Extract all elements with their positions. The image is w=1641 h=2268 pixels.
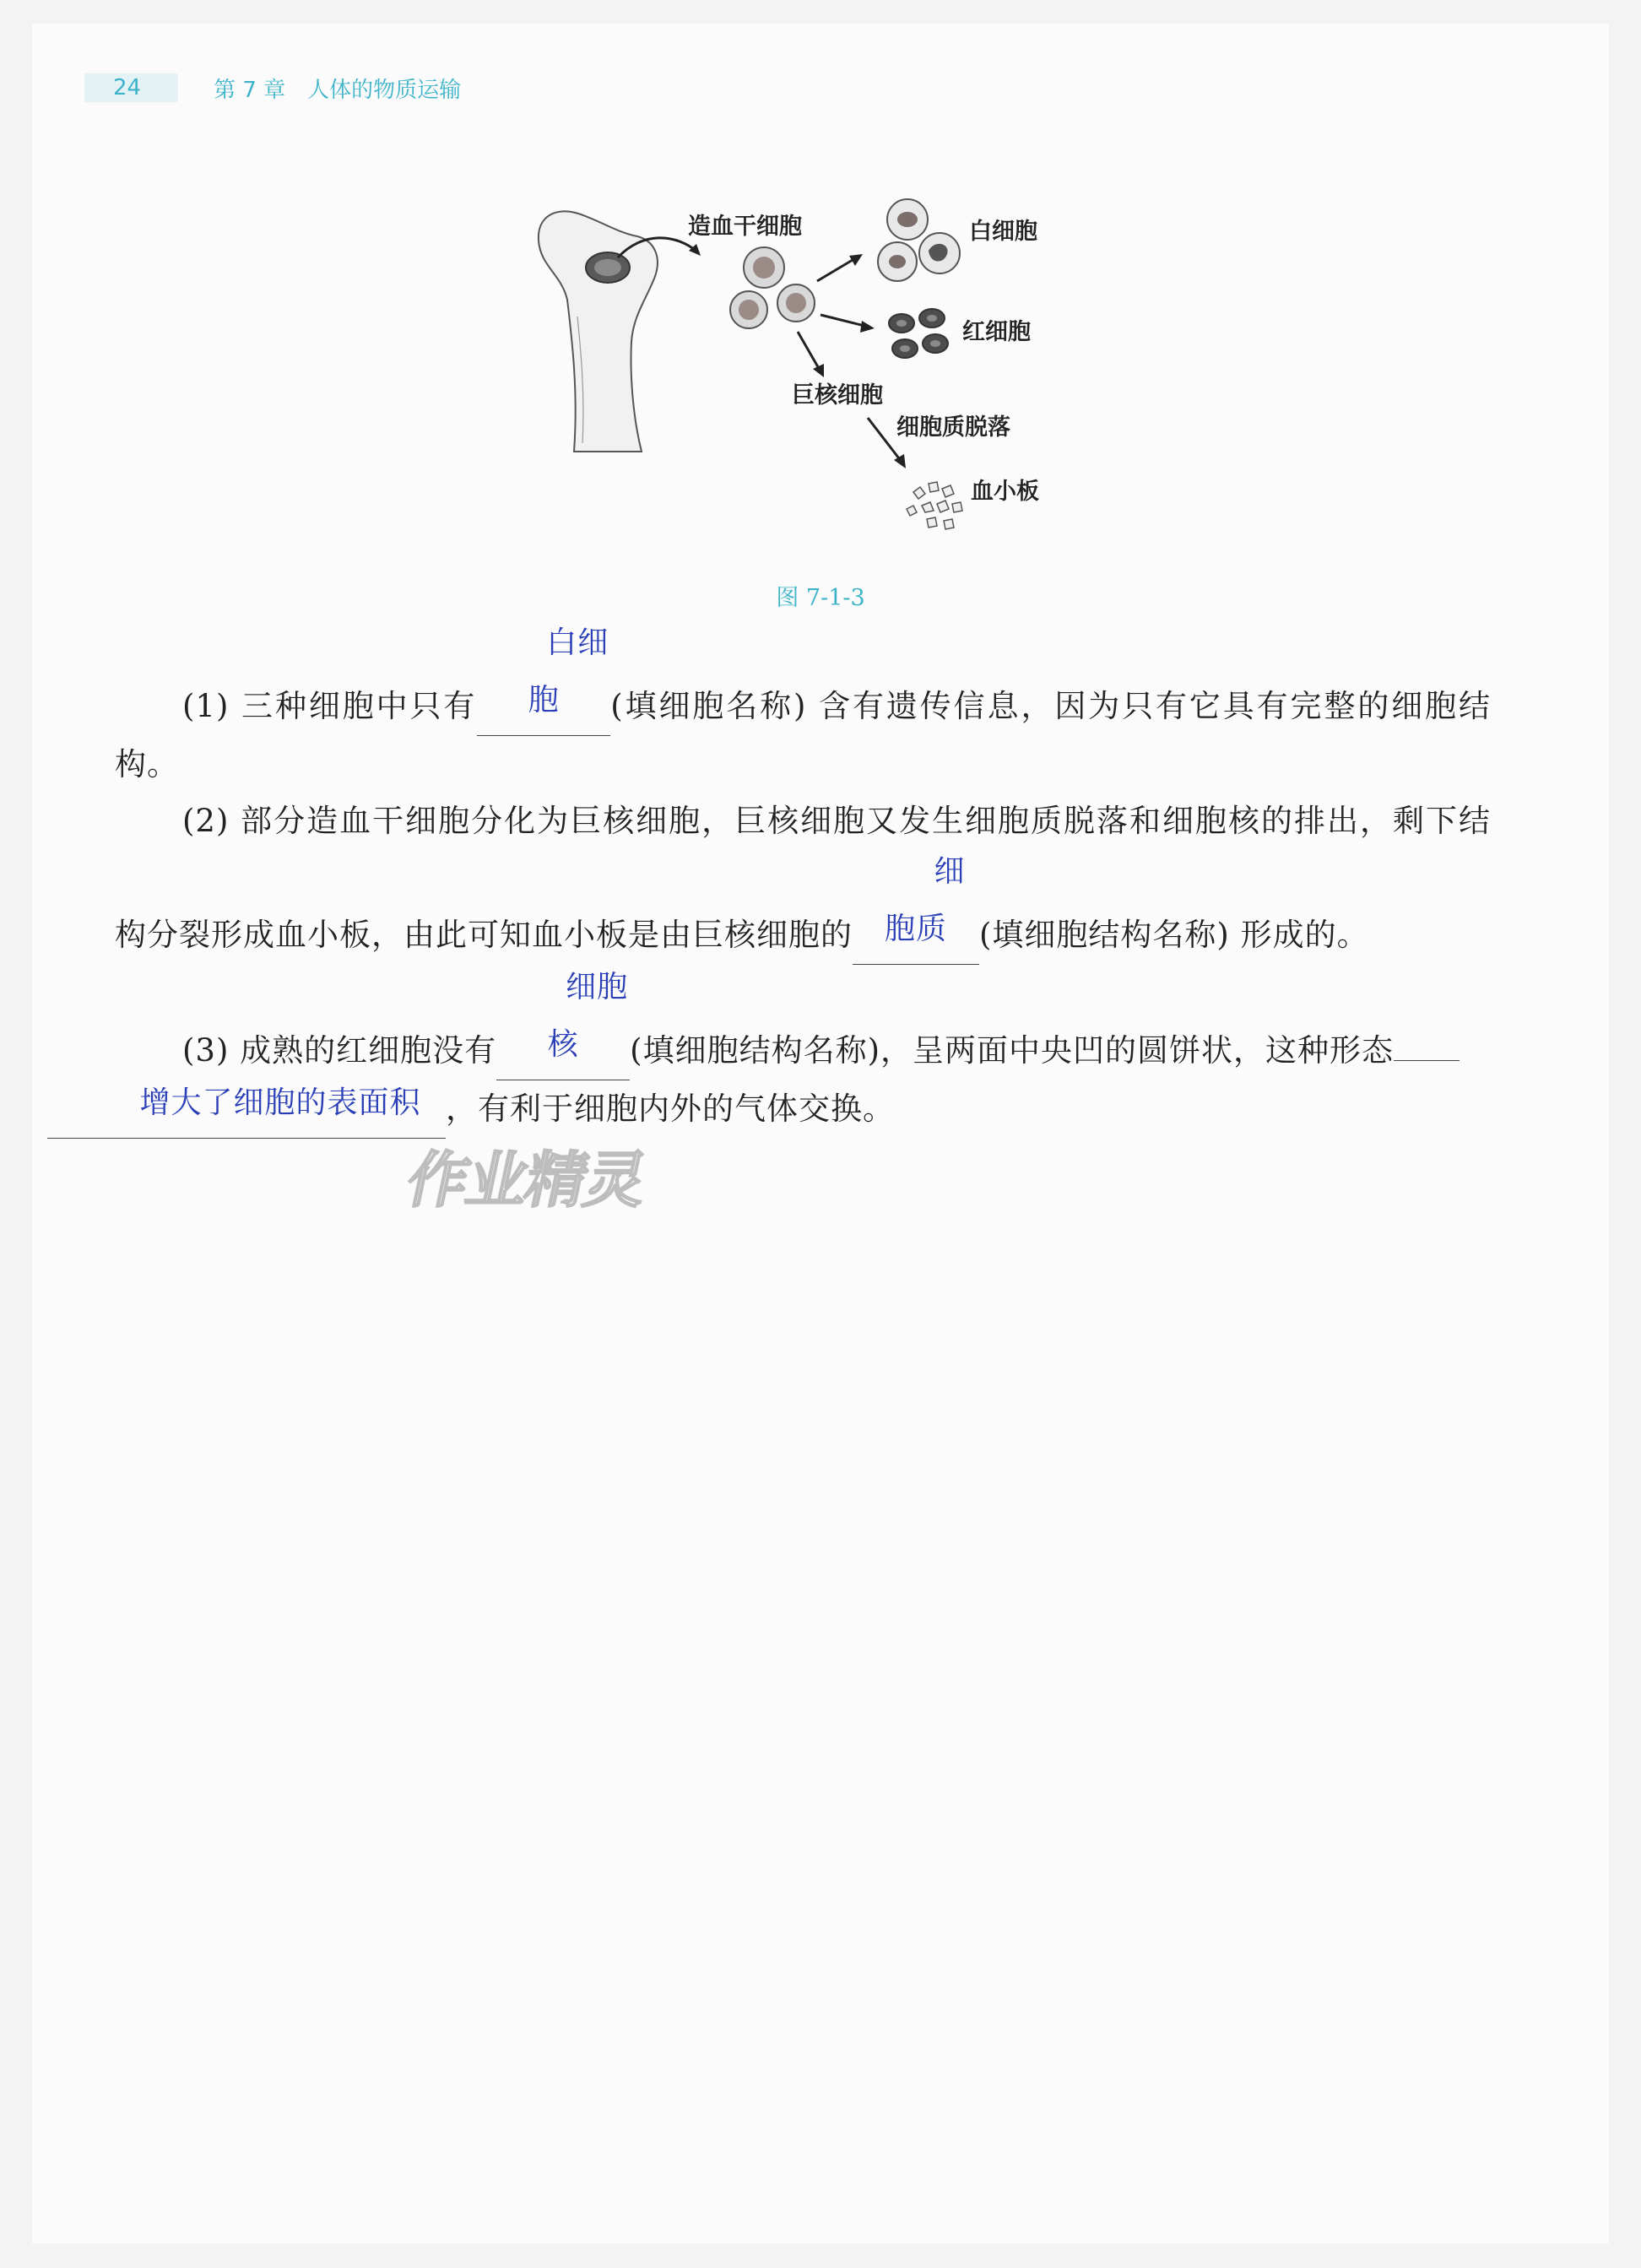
- page-number: 24: [84, 73, 178, 102]
- question-block: [115, 620, 1491, 1139]
- question-1: [115, 620, 1491, 793]
- q3-answer1: 细胞核: [547, 970, 629, 1062]
- figure-caption: 图 7-1-3: [776, 585, 865, 611]
- white-cells: [878, 199, 960, 281]
- q2-answer-blank: [853, 849, 979, 965]
- stem-cells: [730, 247, 815, 328]
- q2-text-after: (填细胞结构名称) 形成的。: [979, 917, 1369, 953]
- hematopoiesis-figure: [473, 173, 1080, 557]
- q1-answer: 白细胞: [528, 625, 609, 717]
- q2-answer: 细胞质: [884, 854, 966, 946]
- arrow-to-white: [817, 257, 857, 281]
- q3-text-after: ，有利于细胞内外的气体交换。: [446, 1091, 895, 1127]
- q3-text-middle: (填细胞结构名称)，呈两面中央凹的圆饼状，这种形态: [630, 1032, 1395, 1069]
- q2-text-before: (2) 部分造血干细胞分化为巨核细胞，巨核细胞又发生细胞质脱落和细胞核的排出，剩下结构分裂形成血小板，由此可知血小板是由巨核细胞的: [115, 803, 1491, 953]
- q3-text-before: (3) 成熟的红细胞没有: [182, 1032, 497, 1069]
- q3-answer2-blank: [47, 1080, 446, 1139]
- question-2: [115, 793, 1491, 965]
- label-megakaryocyte: 巨核细胞: [792, 382, 883, 409]
- q3-answer2-blank-tail: [1394, 1060, 1460, 1061]
- q1-text-before: (1) 三种细胞中只有: [182, 688, 478, 724]
- watermark: 作业精灵: [400, 1145, 653, 1215]
- q3-answer2: 增大了细胞的表面积: [139, 1085, 421, 1120]
- q1-text-after: (填细胞名称) 含有遗传信息，因为只有它具有完整的细胞结构。: [115, 688, 1491, 782]
- arrow-to-megakaryocyte: [798, 332, 820, 371]
- label-red-cell: 红细胞: [962, 319, 1031, 345]
- arrow-to-red: [820, 315, 868, 327]
- q1-answer-blank: [477, 620, 610, 736]
- platelets: [907, 482, 962, 529]
- label-white-cell: 白细胞: [969, 219, 1037, 245]
- question-3: [115, 965, 1491, 1139]
- bone-illustration: [539, 211, 658, 452]
- chapter-title: 第 7 章 人体的物质运输: [214, 77, 462, 103]
- page-header: [84, 71, 461, 105]
- red-cells: [889, 309, 948, 358]
- label-cytoplasm-shed: 细胞质脱落: [896, 414, 1010, 441]
- label-platelet: 血小板: [971, 479, 1039, 505]
- q3-answer1-blank: [496, 965, 630, 1080]
- label-stem-cell: 造血干细胞: [688, 214, 802, 240]
